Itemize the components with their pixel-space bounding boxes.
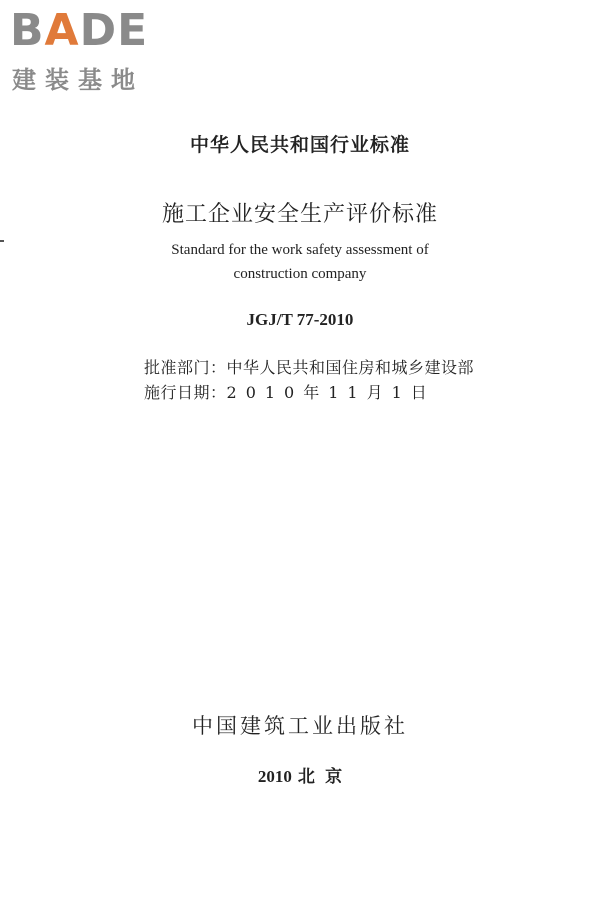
effective-value: 2010年11月1日 xyxy=(226,383,436,402)
title-chinese: 施工企业安全生产评价标准 xyxy=(161,202,438,227)
logo-subtitle: 建装基地 xyxy=(12,66,144,94)
effective-date-line xyxy=(144,380,436,403)
title-english-line-2: construction company xyxy=(233,266,367,282)
title-english-line-1: Standard for the work safety assessment of xyxy=(171,242,429,258)
standard-code: JGJ/T 77-2010 xyxy=(246,310,354,329)
publication-place xyxy=(0,762,600,787)
logo-wordmark xyxy=(10,6,148,56)
approval-value: 中华人民共和国住房和城乡建设部 xyxy=(226,358,475,377)
logo-letters-de: DE xyxy=(79,5,149,56)
publication-year: 2010 xyxy=(257,767,292,786)
effective-label: 施行日期： xyxy=(144,383,227,402)
approval-label: 批准部门： xyxy=(144,358,227,377)
bade-logo xyxy=(10,6,180,92)
standard-category: 中华人民共和国行业标准 xyxy=(189,134,410,156)
publisher: 中国建筑工业出版社 xyxy=(192,714,408,738)
approval-line xyxy=(144,355,474,378)
logo-letter-b: B xyxy=(10,5,45,56)
publication-city: 北 京 xyxy=(297,767,343,786)
logo-letter-a: A xyxy=(44,5,80,56)
